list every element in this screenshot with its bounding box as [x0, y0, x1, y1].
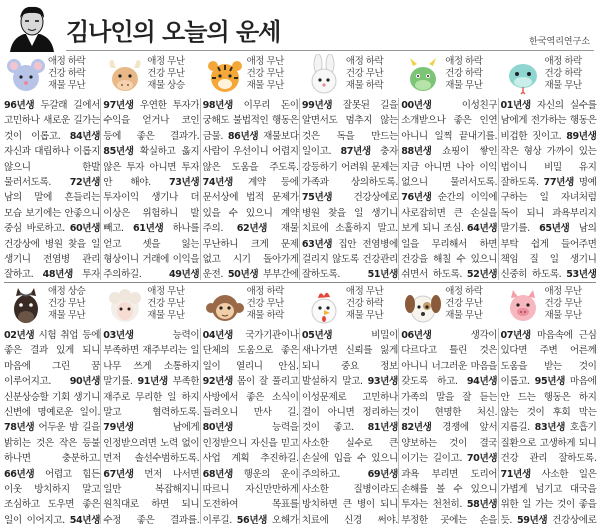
fortune-summary-line: 재물 무난	[544, 310, 582, 321]
fortune-summary-line: 재물 하락	[345, 80, 384, 91]
author-portrait	[4, 2, 60, 52]
horoscope-cell-snake	[499, 52, 598, 282]
horoscope-cell-header	[300, 282, 399, 326]
fortune-text: 00년생 이성친구 소개받으나 좋은 인연 아니니 일찍 끝내기를. 88년생 쇼핑이 쌓인 지금 아니면 나아 이익 없으니 물러서도록. 76년생 순간의 이익에 사로잡히면 큰 손실을 보게 되니 조심. 64년생 일을 무리해서 하면 건강을 해칠 수 있으니 쉬면서 하도록. 52년생	[401, 100, 498, 280]
rat-icon	[4, 54, 48, 98]
fortune-text: 98년생 이무리 돈이 궁해도 불법적인 행동은 금물. 86년생 재물보다 사람이 우선이니 어렵지 않은 도움을 주도록. 74년생 계약 등에 문서상에 법적 문제가 있을 수 있으니 계약 주의. 62년생 재물 무난하니 크게 문제 없고 시기 돌아가게 운전. 50년생 부부간에	[202, 100, 299, 280]
column-divider	[100, 328, 101, 524]
fortune-summary-line: 재물 무난	[445, 80, 483, 91]
column-divider	[200, 328, 201, 524]
ox-icon	[103, 54, 147, 98]
fortune-summary-line: 애정 무난	[147, 56, 185, 67]
fortune-text: 06년생 생각이 다르다고 틀린 것은 아니니 너그러운 마음을 갖도록 하고. 94년생 가족의 말을 잘 듣는 것이 현명한 처신. 82년생 경쟁에 앞서 양보하는 것이 결국 이기는 길이고. 70년생 과욕 부리면 도리어 손해를 볼 수 있으니 투자는 천천히. 58년생 부정한 곳에는 손을	[401, 330, 498, 524]
column-divider	[498, 98, 499, 280]
fortune-summary-line: 건강 무난	[48, 298, 86, 309]
fortune-summary-line: 애정 무난	[147, 286, 185, 297]
horoscope-cell-sheep	[101, 282, 200, 526]
row-divider	[4, 282, 596, 283]
fortune-text: 05년생 비밀이 새나가면 신뢰를 잃게 되니 중요 정보 발설하지 말고. 93년생 이성문제로 고민하나 결이 아니면 정리하는 것이 좋고. 81년생 사소한 실수로 큰 손실에 입을 수 있으니 주의하고. 69년생 사소한 질병이라도 방치하면 큰 병이 되니 치료에 신경 써야.	[301, 330, 398, 524]
dragon-icon	[401, 54, 445, 98]
fortune-text: 01년생 자신의 실수를 남에게 전가하는 행동은 비겁한 짓이고. 89년생 작은 형상 가까이 있는 법이니 비밀 유지 잘하도록. 77년생 명예 구하는 일 자녀처럼 독이 되니 과욕부리지 말기를. 65년생 남의 부탁 쉽게 들어주면 책임 질 일 생기니 신중히 하도록. 53년생	[500, 100, 597, 280]
horoscope-cell-rat	[2, 52, 101, 282]
tiger-icon	[203, 54, 247, 98]
fortune-summary-line: 건강 하락	[345, 298, 384, 309]
horoscope-cell-header	[201, 52, 300, 96]
fortune-text: 99년생 잘못된 길을 알면서도 멈추지 않는 것은 독을 만드는 일이고. 87년생 충자 강등하기 어려워 문제는 가족과 상의하도록. 75년생 건강상에로 병원 찾을 일 생기니 치료에 소홀하지 말고. 63년생 집안 전염병에 걸리지 않도록 건강관리 잘하도록. 51년생	[301, 100, 398, 280]
horoscope-cell-header	[399, 282, 498, 326]
fortune-summary-line: 건강 무난	[246, 298, 284, 309]
fortune-summary-line: 건강 무난	[544, 298, 582, 309]
header	[0, 0, 600, 54]
pig-icon	[501, 284, 545, 328]
horoscope-cell-header	[2, 52, 101, 96]
fortune-summary	[445, 56, 497, 92]
horoscope-cell-header	[201, 282, 300, 326]
column-divider	[398, 98, 399, 280]
fortune-summary-line: 재물 무난	[445, 310, 483, 321]
rabbit-icon	[302, 54, 346, 98]
fortune-summary	[48, 286, 100, 322]
fortune-summary	[147, 286, 199, 322]
horoscope-cell-header	[300, 52, 399, 96]
horoscope-cell-dragon	[399, 52, 498, 282]
fortune-summary	[346, 56, 398, 92]
fortune-summary-line: 애정 하락	[345, 56, 384, 67]
fortune-text: 97년생 우연한 투자가 수익을 얻거나 코인 등에 좋은 결과가. 85년생 확실하고 옳지 않은 투자 아니면 투자 안 해야. 73년생 투자이익 생기나 더 이상은 위험하니 발 빼고. 61년생 하나를 얻고 셋을 잃는 형상이니 거래에 이익을 주의하길. 49년생	[103, 100, 200, 280]
fortune-summary	[247, 286, 299, 322]
column-divider	[498, 328, 499, 524]
column-divider	[398, 328, 399, 524]
fortune-summary	[445, 286, 497, 322]
horoscope-cell-header	[499, 52, 598, 96]
column-divider	[299, 98, 300, 280]
fortune-summary-line: 애정 무난	[544, 286, 582, 297]
fortune-summary-line: 건강 무난	[246, 68, 284, 79]
fortune-summary-line: 애정 무난	[345, 286, 384, 297]
fortune-summary-line: 애정 하락	[48, 56, 86, 67]
fortune-text: 04년생 국가기관이나 단체의 도움으로 좋은 일이 열리니 안심. 92년생 몸이 잘 풀리고 사방에서 좋은 소식이 들려오니 만사 길. 80년생 능력을 인정받으니 자신을 믿고 사업 계획 추진하길. 68년생 행운의 운이 따르니 자신만만하게 도전하여 목표를 이루길. 56년생 오해가	[202, 330, 299, 524]
fortune-summary-line: 재물 무난	[345, 310, 384, 321]
fortune-summary-line: 건강 하락	[544, 68, 582, 79]
page-title: 김나인의 오늘의 운세	[66, 18, 281, 46]
horoscope-cell-ox	[101, 52, 200, 282]
horoscope-cell-rooster	[300, 282, 399, 526]
column-divider	[100, 98, 101, 280]
horoscope-cell-monkey	[201, 282, 300, 526]
fortune-summary-line: 건강 무난	[147, 68, 185, 79]
horoscope-cell-header	[101, 52, 200, 96]
fortune-summary-line: 건강 하락	[445, 68, 483, 79]
fortune-summary-line: 재물 하락	[246, 310, 284, 321]
fortune-summary-line: 애정 하락	[445, 56, 483, 67]
fortune-text: 07년생 마음속에 근심 있다면 주변 어른께 도움을 받는 것이 이롭고. 95년생 마음에 안 드는 행동은 하지 않는 것이 후회 막는 지름길. 83년생 호흡기 질환으로 고생하게 되니 건강 관리 잘하도록. 71년생 사소한 일은 가볍게 넘기고 대국을 위한 일 가는 것이 좋을 듯. 59년생 건강상에로	[500, 330, 597, 524]
fortune-summary-line: 재물 무난	[544, 80, 582, 91]
fortune-summary-line: 재물 무난	[48, 310, 86, 321]
fortune-summary-line: 건강 무난	[345, 68, 384, 79]
horoscope-cell-header	[399, 52, 498, 96]
rooster-icon	[302, 284, 346, 328]
fortune-summary	[545, 286, 597, 322]
fortune-summary-line: 애정 하락	[445, 286, 483, 297]
fortune-summary-line: 재물 무난	[147, 310, 185, 321]
fortune-summary-line: 건강 무난	[445, 298, 483, 309]
fortune-summary	[247, 56, 299, 92]
horoscope-cell-tiger	[201, 52, 300, 282]
column-divider	[200, 98, 201, 280]
fortune-summary-line: 건강 무난	[147, 298, 185, 309]
fortune-summary	[48, 56, 100, 92]
horoscope-row-2	[2, 282, 598, 526]
column-divider	[299, 328, 300, 524]
fortune-summary	[346, 286, 398, 322]
horoscope-cell-rabbit	[300, 52, 399, 282]
horoscope-cell-pig	[499, 282, 598, 526]
horoscope-cell-header	[499, 282, 598, 326]
fortune-text: 96년생 두갈래 길에서 고민하나 새로운 길가는 것이 이롭고. 84년생 자신과 대립하나 이롭지 않으니 한발 물러서도록. 72년생 남의 말에 흔들리는 모습 보기에는 안좋으니 중심 바로하고. 60년생 건강상에 병원 찾을 일 생기니 전염병 관리 잘하고. 48년생 투자	[4, 100, 100, 280]
source-label: 한국역리연구소	[529, 37, 590, 47]
dog-icon	[401, 284, 445, 328]
fortune-summary-line: 재물 상승	[147, 80, 185, 91]
monkey-icon	[203, 284, 247, 328]
fortune-text: 03년생 능력이 부족하면 재주부리는 일 나무 쓰게 소통하지 말기를. 91년생 부족한 재주로 무리한 일 하지 말고 협력하도록. 79년생 남에게 인정받으려면 노력 없이 먼저 솔선수범하도록. 67년생 먼저 나서면 일만 복잡해지니 원칙대로 하면 되니 수정 좋은 결과를.	[103, 330, 200, 524]
header-rule	[66, 50, 594, 51]
fortune-summary-line: 재물 무난	[246, 80, 284, 91]
fortune-summary-line: 애정 하락	[246, 286, 284, 297]
fortune-summary-line: 건강 하락	[48, 68, 86, 79]
horoscope-cell-horse	[2, 282, 101, 526]
horse-icon	[4, 284, 48, 328]
fortune-summary-line: 애정 상승	[48, 286, 86, 297]
sheep-icon	[103, 284, 147, 328]
horoscope-cell-header	[2, 282, 101, 326]
fortune-summary	[147, 56, 199, 92]
fortune-summary-line: 재물 무난	[48, 80, 86, 91]
fortune-text: 02년생 시험 취업 등에 좋은 결과 있게 되니 마음에 그린 꿈 이루어지고. 90년생 신분상승할 기회 생기니 신변에 명예로운 일이. 78년생 어두운 밤 길을 밝히는 것은 작은 등불 하나면 충분하고. 66년생 어렵고 힘든 이웃 방치하지 말고 조심하고 도우면 좋은 일이 이어지고. 54년생	[4, 330, 100, 524]
snake-icon	[501, 54, 545, 98]
horoscope-cell-header	[101, 282, 200, 326]
fortune-summary-line: 애정 무난	[246, 56, 284, 67]
horoscope-cell-dog	[399, 282, 498, 526]
fortune-summary-line: 애정 하락	[544, 56, 582, 67]
horoscope-row-1	[2, 52, 598, 282]
fortune-summary	[545, 56, 597, 92]
